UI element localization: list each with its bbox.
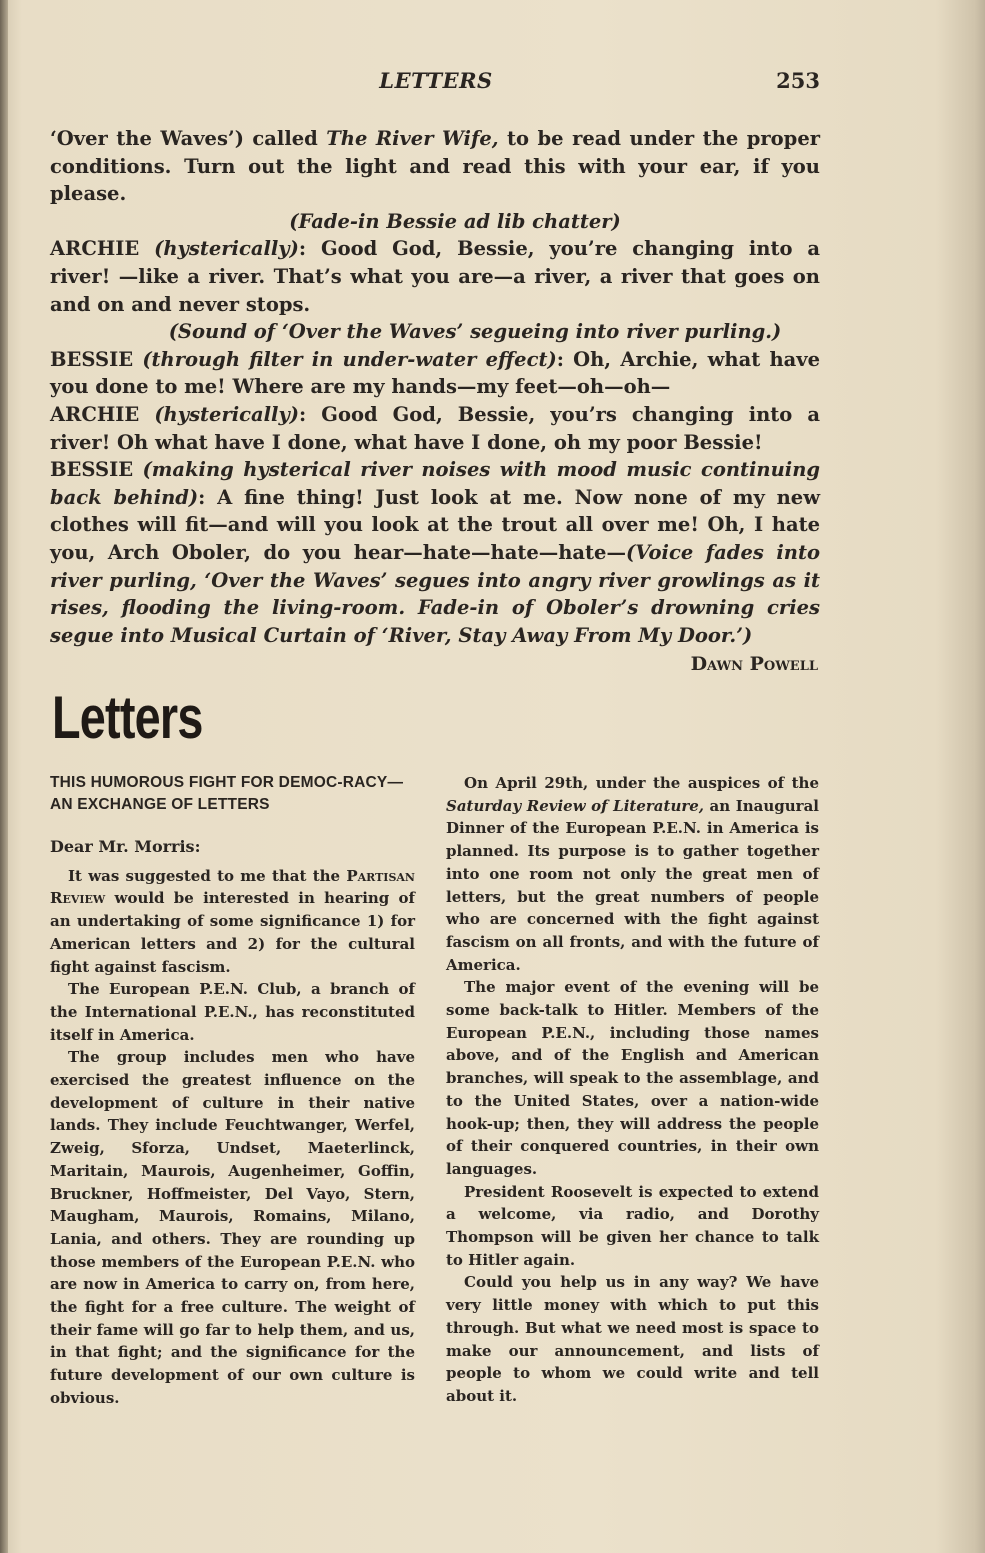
speaker: BESSIE <box>50 458 143 482</box>
page-spine-shadow <box>0 0 8 1553</box>
direction: (hysterically) <box>154 237 299 261</box>
letter-paragraph: President Roosevelt is expected to extend a welcome, via radio, and Dorothy Thompson will be given her chance to talk to Hitler again. <box>446 1182 819 1269</box>
letter-paragraph: The major event of the evening will be some back-talk to Hitler. Members of the European P.E.N., including those names above, and of the English and American branches, will speak to the assemblage, and to the United States, over a nation-wide hook-up; then, they will address the people of their conquered countries, in their own languages. <box>446 978 819 1178</box>
page-header <box>52 68 820 102</box>
stage-direction: (Sound of ‘Over the Waves’ segueing into river purling.) <box>168 320 782 344</box>
speaker: ARCHIE <box>50 402 155 426</box>
direction: (through filter in under-water effect) <box>142 347 557 371</box>
signature: Dawn Powell <box>690 653 818 676</box>
letter-paragraph: Could you help us in any way? We have very little money with which to put this through. But what we need most is space to make our announcement, and lists of people to whom we could write and tell about it. <box>446 1273 819 1405</box>
play-paragraph: ARCHIE (hysterically): Good God, Bessie, you’re changing into a river! —like a river. That’s what you are—a river, a river that goes on and on and never stops. <box>50 237 820 316</box>
speaker: BESSIE <box>50 347 143 371</box>
book-title: The River Wife, <box>326 127 499 150</box>
speaker: ARCHIE <box>50 237 155 261</box>
letter-paragraph: The European P.E.N. Club, a branch of the International P.E.N., has reconstituted itself in America. <box>50 980 415 1044</box>
magazine-name: Partisan Review <box>50 866 415 908</box>
salutation: Dear Mr. Morris: <box>50 837 201 856</box>
play-paragraph: BESSIE (making hysterical river noises with mood music continuing back behind): A fine thing! Just look at me. Now none of my new clothes will fit—and will you look at the trout all over me! Oh, I hate you, Arch Oboler, do you hear—hate—hate—hate—(Voice fades into river purling, ‘Over the Waves’ segues into angry river growlings as it rises, flooding the living-room. Fade-in of Oboler’s drowning cries segue into Musical Curtain of ‘River, Stay Away From My Door.’) <box>50 458 820 647</box>
magazine-title: Saturday Review of Literature, <box>446 796 705 815</box>
direction: (making hysterical river noises with mood music continuing back behind) <box>50 458 820 509</box>
page-number: 253 <box>776 68 820 93</box>
section-title: Letters <box>52 684 203 751</box>
play-paragraph: ‘Over the Waves’) called The River Wife, to be read under the proper conditions. Turn out the light and read this with your ear, if you please. <box>50 127 820 206</box>
right-column <box>446 772 819 1408</box>
direction: (Voice fades into river purling, ‘Over the Waves’ segues into angry river growlings as it rises, flooding the living-room. Fade-in of Oboler’s drowning cries segue into Musical Curtain of ‘River, Stay Away From My Door.’) <box>50 540 820 647</box>
stage-direction: (Fade-in Bessie ad lib chatter) <box>289 209 621 233</box>
play-paragraph: BESSIE (through filter in under-water effect): Oh, Archie, what have you done to me! Where are my hands—my feet—oh—oh— <box>50 347 820 399</box>
play-excerpt <box>50 125 820 679</box>
letter-paragraph: On April 29th, under the auspices of the Saturday Review of Literature, an Inaugural Dinner of the European P.E.N. in America is planned. Its purpose is to gather together into one room not only the great men of letters, but the great numbers of people who are concerned with the fight against fascism on all fronts, and with the future of America. <box>446 774 819 974</box>
letter-paragraph: The group includes men who have exercised the greatest influence on the development of culture in their native lands. They include Feuchtwanger, Werfel, Zweig, Sforza, Undset, Maeterlinck, Maritain, Maurois, Augenheimer, Goffin, Bruckner, Hoffmeister, Del Vayo, Stern, Maugham, Maurois, Romains, Milano, Lania, and others. They are rounding up those members of the European P.E.N. who are now in America to carry on, from here, the fight for a free culture. The weight of their fame will go far to help them, and us, in that fight; and the significance for the future development of our own culture is obvious. <box>50 1048 415 1407</box>
play-paragraph: ARCHIE (hysterically): Good God, Bessie, you’rs changing into a river! Oh what have I done, what have I done, oh my poor Bessie! <box>50 402 820 454</box>
letter-paragraph: It was suggested to me that the Partisan Review would be interested in hearing of an undertaking of some significance 1) for American letters and 2) for the cultural fight against fascism. <box>50 866 415 976</box>
running-head: LETTERS <box>379 68 493 93</box>
left-column <box>50 772 415 1410</box>
direction: (hysterically) <box>154 402 300 426</box>
letter-heading: THIS HUMOROUS FIGHT FOR DEMOC-RACY—AN EXCHANGE OF LETTERS <box>50 774 404 813</box>
